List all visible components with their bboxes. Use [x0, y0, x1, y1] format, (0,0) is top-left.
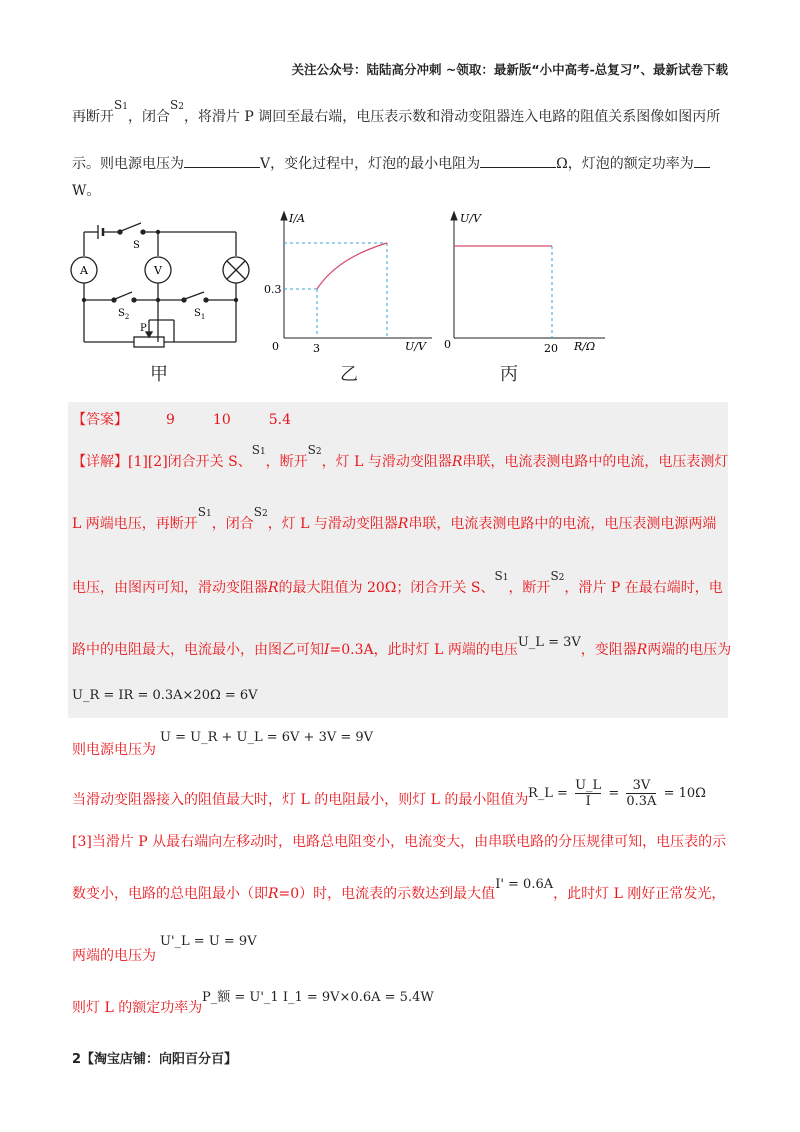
math-rl: R_L = $\frac{U\_L}{I}$ = $\frac{3V}{0.3A}$ = 10Ω [528, 778, 706, 809]
answer-shaded-box [68, 402, 728, 718]
detail-line-2: L 两端电压，再断开S1，闭合S2，灯 L 与滑动变阻器R串联，电流表测电路中的电流，电压表测电源两端 [72, 505, 717, 532]
caption-jia: 甲 [150, 364, 168, 385]
detail-line-9: 数变小，电路的总电阻最小（即R=0）时，电流表的示数达到最大值I' = 0.6A，此时灯 L 刚好正常发光， [72, 877, 726, 902]
bing-origin: 0 [444, 338, 451, 351]
detail-line-6: 则电源电压为 [72, 742, 156, 758]
detail-line-11: 则灯 L 的额定功率为 [72, 1000, 203, 1016]
yi-ytick: 0.3 [264, 283, 282, 296]
question-line-3: W。 [72, 183, 101, 199]
answer-blank-2[interactable] [480, 153, 556, 168]
yi-origin: 0 [272, 340, 279, 353]
detail-line-1: 【详解】[1][2]闭合开关 S、S1，断开S2，灯 L 与滑动变阻器R串联，电流表测电路中的电流，电压表测灯 [72, 443, 729, 470]
question-line-1: 再断开S1，闭合S2，将滑片 P 调回至最右端，电压表示数和滑动变阻器连入电路的阻值关系图像如图丙所 [72, 98, 721, 125]
math-ul: U_L = 3V [517, 635, 581, 650]
detail-line-7: 当滑动变阻器接入的阻值最大时，灯 L 的电阻最小，则灯 L 的最小阻值为 [72, 792, 529, 808]
switch-s1-label: $S_1$ [194, 308, 206, 321]
switch-s-label: S [133, 240, 140, 251]
detail-line-3: 电压，由图丙可知，滑动变阻器R的最大阻值为 20Ω；闭合开关 S、S1，断开S2，滑片 P 在最右端时，电 [72, 569, 723, 596]
detail-line-4: 路中的电阻最大，电流最小，由图乙可知I=0.3A，此时灯 L 两端的电压U_L = 3V，变阻器R两端的电压为 [72, 635, 732, 658]
page-header: 关注公众号：陆陆高分冲刺 ~领取：最新版“小中高考-总复习”、最新试卷下载 [291, 62, 728, 77]
math-imax: I' = 0.6A [495, 877, 554, 892]
question-line-2: 示。则电源电压为 V，变化过程中，灯泡的最小电阻为 Ω，灯泡的额定功率为 [72, 153, 710, 174]
bing-xlabel: R/Ω [574, 340, 596, 353]
math-u: U = U_R + U_L = 6V + 3V = 9V [160, 730, 374, 745]
detail-line-10: 两端的电压为 [72, 948, 156, 964]
detail-line-8: [3]当滑片 P 从最右端向左移动时，电路总电阻变小，电流变大，由串联电路的分压规律可知，电压表的示 [72, 834, 727, 850]
voltmeter-label: V [154, 264, 162, 277]
math-p: P_额 = U'_1 I_1 = 9V×0.6A = 5.4W [202, 990, 434, 1005]
math-ul2: U'_L = U = 9V [160, 934, 257, 949]
yi-ylabel: I/A [289, 212, 305, 225]
caption-bing: 丙 [500, 364, 518, 385]
bing-xtick: 20 [544, 342, 558, 355]
yi-xlabel: U/V [405, 340, 426, 353]
answer-blank-3[interactable] [694, 153, 710, 168]
circuit-diagram [70, 212, 250, 360]
yi-xtick: 3 [313, 342, 320, 355]
math-ur: U_R = IR = 0.3A×20Ω = 6V [72, 688, 258, 703]
ammeter-label: A [80, 264, 88, 277]
graph-yi [262, 208, 442, 358]
page-footer: 2【淘宝店铺：向阳百分百】 [72, 1052, 238, 1067]
answer-line: 【答案】 9 10 5.4 [72, 412, 292, 428]
slider-p-label: P [140, 323, 147, 334]
bing-ylabel: U/V [460, 212, 481, 225]
caption-yi: 乙 [340, 364, 358, 385]
graph-bing [440, 208, 610, 358]
answer-blank-1[interactable] [184, 153, 260, 168]
switch-s2-label: $S_2$ [118, 308, 130, 321]
